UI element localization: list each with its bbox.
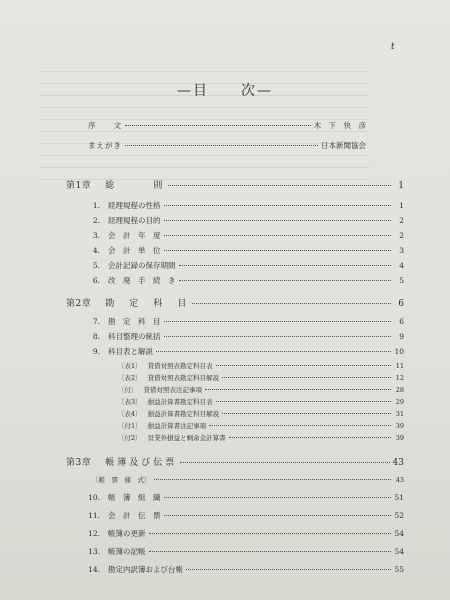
chapter-number: 第1章 (66, 181, 92, 191)
dot-leader (164, 321, 392, 322)
toc-item[interactable] (84, 316, 404, 327)
toc-front-label: まえがき (88, 141, 122, 150)
item-label: 帳簿の記帳 (108, 547, 146, 556)
item-number: 9. (92, 347, 100, 356)
item-number: 10. (88, 493, 100, 502)
page-ref: 43 (392, 458, 404, 468)
page-ref: 10 (394, 347, 404, 356)
page-ref: 39 (395, 422, 404, 430)
item-label: 会 計 伝 票 (108, 511, 161, 520)
page-ref: 4 (399, 261, 404, 270)
dot-leader (125, 145, 318, 146)
toc-chapter-1[interactable] (66, 178, 404, 191)
page-ref: 12 (395, 374, 404, 382)
item-label: 会 計 年 度 (108, 231, 161, 240)
toc-subitem[interactable] (118, 397, 404, 406)
dot-leader (205, 389, 391, 390)
subitem-label: 貸借対照表注記事項 (143, 386, 202, 394)
toc-item[interactable] (84, 346, 404, 357)
toc-intro[interactable] (92, 475, 404, 484)
page-ref: 28 (395, 386, 404, 394)
toc-item[interactable] (84, 564, 404, 575)
subitem-tag: 〔表3〕 (118, 398, 142, 406)
toc-subitem[interactable] (118, 433, 404, 442)
toc-item[interactable] (84, 546, 404, 557)
page-ref: 2 (399, 231, 404, 240)
subitem-label: 営業外損益と剰余金計算書 (147, 434, 226, 442)
subitem-tag: 〔付2〕 (118, 434, 142, 442)
page-ref: 1 (399, 201, 404, 210)
intro-label: 〔帳 票 様 式〕 (92, 476, 151, 484)
item-label: 経理規程の目的 (108, 216, 161, 225)
toc-subitem[interactable] (118, 421, 404, 430)
toc-subitem[interactable] (118, 361, 404, 370)
page-ref: 5 (399, 276, 404, 285)
item-number: 6. (92, 276, 100, 285)
toc-item[interactable] (84, 215, 404, 226)
dot-leader (216, 401, 391, 402)
subitem-label: 貸借対照表勘定科目解説 (147, 374, 220, 382)
dot-leader (164, 515, 392, 516)
item-number: 2. (92, 216, 100, 225)
dot-leader (192, 303, 391, 304)
chapter-number: 第3章 (66, 458, 92, 468)
subitem-tag: 〔付〕 (118, 386, 138, 394)
chapter-title: 帳簿及び伝票 (105, 458, 178, 468)
dot-leader (168, 185, 391, 186)
item-number: 1. (92, 201, 100, 210)
chapter-title: 勘 定 科 目 (105, 299, 190, 309)
subitem-label: 貸借対照表勘定科目表 (147, 362, 213, 370)
dot-leader (164, 497, 392, 498)
item-number: 12. (88, 529, 100, 538)
item-label: 改 廃 手 続 き (108, 276, 176, 285)
item-label: 経理規程の性格 (108, 201, 161, 210)
item-number: 13. (88, 547, 100, 556)
dot-leader (179, 280, 392, 281)
toc-subitem[interactable] (118, 409, 404, 418)
dot-leader (164, 235, 392, 236)
page-ref: 3 (399, 246, 404, 255)
dot-leader (164, 336, 392, 337)
toc-item[interactable] (84, 200, 404, 211)
page-ref: 6 (398, 299, 404, 309)
item-label: 会計記録の保存期間 (108, 261, 176, 270)
dot-leader (216, 365, 391, 366)
subitem-label: 損益計算書注記事項 (147, 422, 207, 430)
toc-item[interactable] (84, 230, 404, 241)
dot-leader (186, 569, 391, 570)
toc-item[interactable] (84, 528, 404, 539)
toc-chapter-3[interactable] (66, 455, 404, 468)
subitem-label: 損益計算書勘定科目解説 (147, 410, 220, 418)
toc-item[interactable] (84, 331, 404, 342)
dot-leader (156, 351, 391, 352)
toc-subitem[interactable] (118, 385, 404, 394)
page-ref: 51 (394, 493, 404, 502)
item-label: 会 計 単 位 (108, 246, 161, 255)
toc-subitem[interactable] (118, 373, 404, 382)
toc-front-preface[interactable] (88, 120, 366, 131)
item-label: 勘定内訳簿および台帳 (108, 565, 183, 574)
page-ref: 9 (399, 332, 404, 341)
item-number: 5. (92, 261, 100, 270)
page-ref: 39 (395, 434, 404, 442)
toc-item[interactable] (84, 510, 404, 521)
dot-leader (179, 265, 392, 266)
page-ref: 54 (394, 529, 404, 538)
chapter-number: 第2章 (66, 299, 92, 309)
item-number: 8. (92, 332, 100, 341)
toc-front-author: 木 下 快 彦 (313, 121, 366, 130)
dot-leader (222, 413, 391, 414)
toc-item[interactable] (84, 275, 404, 286)
dot-leader (222, 377, 391, 378)
page-ref: 1 (398, 181, 404, 191)
dot-leader (164, 205, 392, 206)
item-label: 勘 定 科 目 (108, 317, 161, 326)
toc-item[interactable] (84, 492, 404, 503)
item-number: 3. (92, 231, 100, 240)
page-ref: 6 (399, 317, 404, 326)
dot-leader (149, 551, 392, 552)
dot-leader (125, 125, 311, 126)
dot-leader (229, 437, 391, 438)
page-ref: 2 (399, 216, 404, 225)
toc-front-foreword[interactable] (88, 140, 366, 151)
page-number: t (391, 42, 395, 52)
item-number: 11. (88, 511, 100, 520)
page-ref: 43 (395, 476, 404, 484)
subitem-tag: 〔付1〕 (118, 422, 142, 430)
page-ref: 52 (394, 511, 404, 520)
subitem-tag: 〔表4〕 (118, 410, 142, 418)
subitem-label: 損益計算書勘定科目表 (147, 398, 213, 406)
page-ref: 29 (395, 398, 404, 406)
item-label: 帳 簿 組 織 (108, 493, 161, 502)
page-ref: 31 (395, 410, 404, 418)
dot-leader (149, 533, 392, 534)
dot-leader (180, 462, 389, 463)
toc-front-label: 序 文 (88, 121, 122, 130)
item-label: 科目表と解説 (108, 347, 153, 356)
item-number: 7. (92, 317, 100, 326)
item-label: 科目整理の統括 (108, 332, 161, 341)
dot-leader (164, 220, 392, 221)
toc-chapter-2[interactable] (66, 296, 404, 309)
subitem-tag: 〔表2〕 (118, 374, 142, 382)
item-number: 14. (88, 565, 100, 574)
toc-item[interactable] (84, 245, 404, 256)
subitem-tag: 〔表1〕 (118, 362, 142, 370)
item-number: 4. (92, 246, 100, 255)
page-ref: 54 (394, 547, 404, 556)
toc-item[interactable] (84, 260, 404, 271)
dot-leader (154, 479, 392, 480)
page-ref: 11 (395, 362, 404, 370)
chapter-title: 総 則 (105, 181, 166, 191)
toc-title: —目 次— (177, 83, 273, 99)
item-label: 帳簿の更新 (108, 529, 146, 538)
toc-front-author: 日本新聞協会 (321, 141, 366, 150)
dot-leader (164, 250, 392, 251)
dot-leader (209, 425, 391, 426)
page-ref: 55 (394, 565, 404, 574)
